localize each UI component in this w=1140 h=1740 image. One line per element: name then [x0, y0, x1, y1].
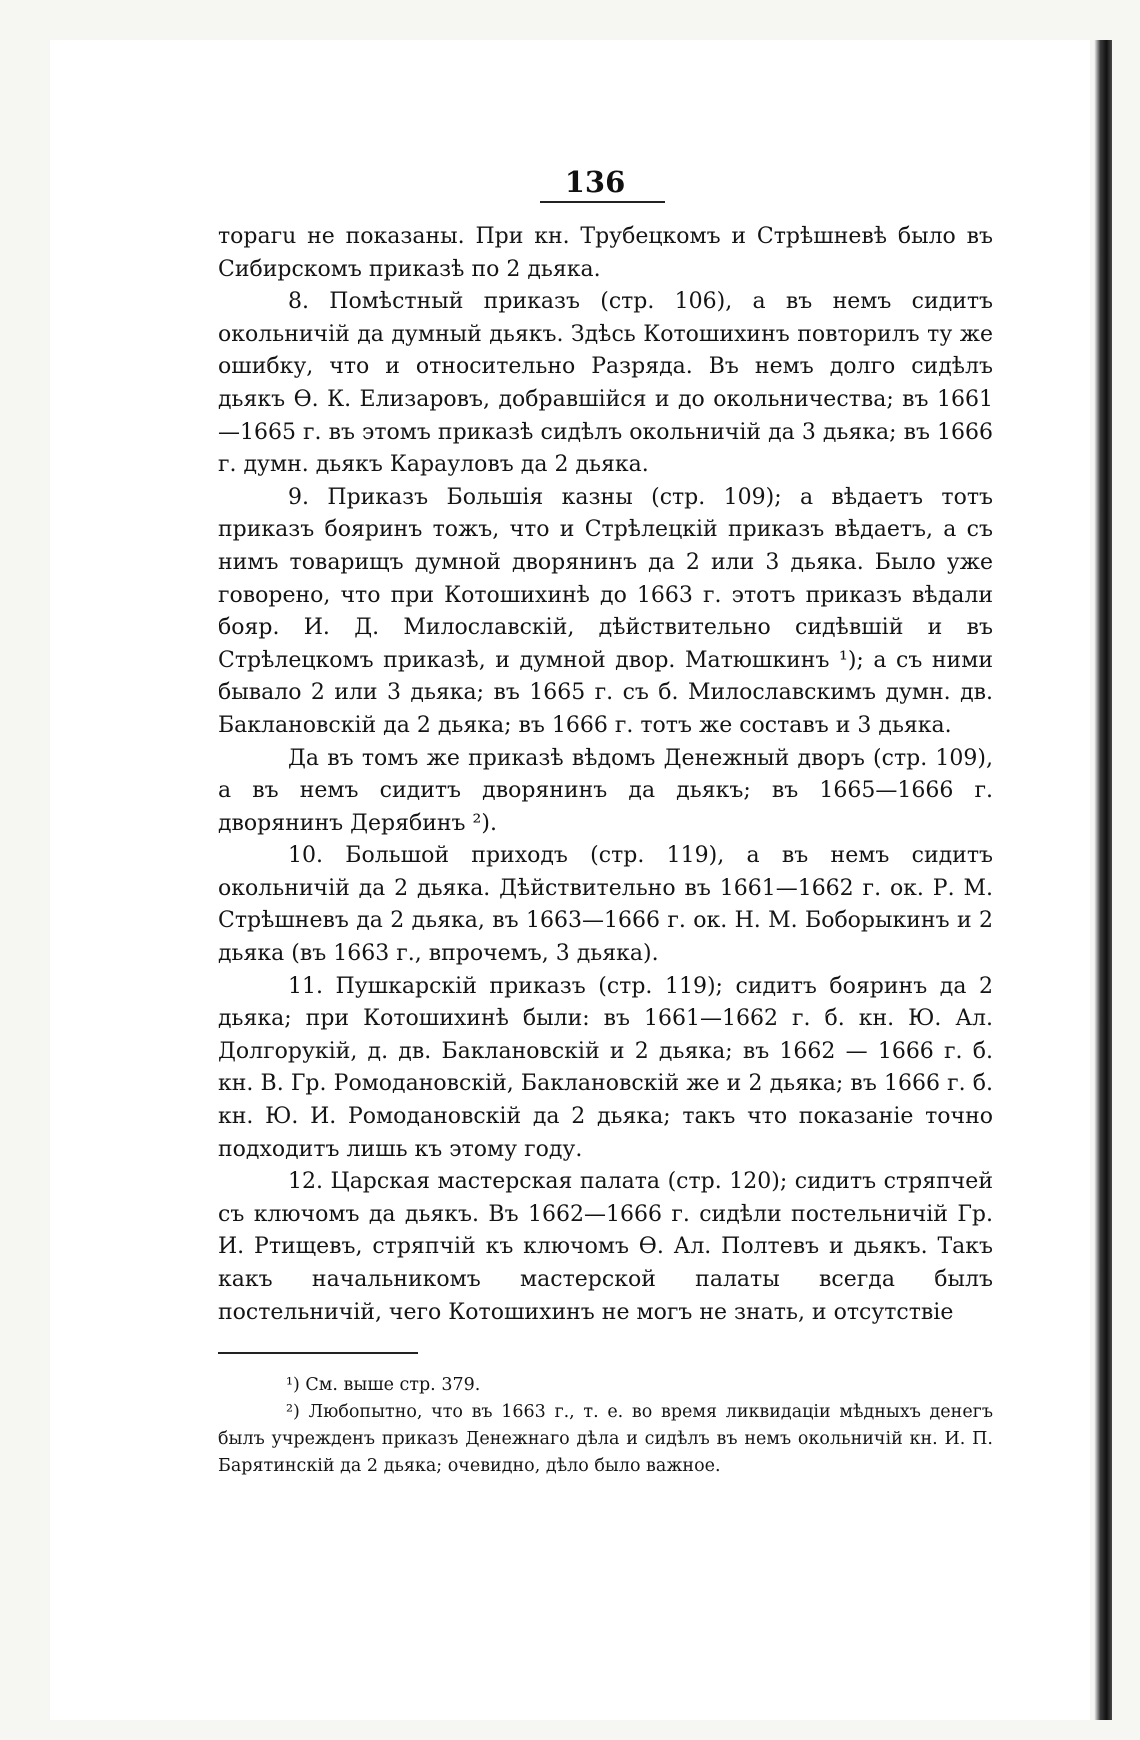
body-text — [218, 221, 993, 1329]
footnote-rule — [218, 1352, 418, 1354]
footnote-1: ¹) См. выше стр. 379. — [286, 1375, 481, 1395]
paragraph-item-8: 8. Помѣстный приказъ (стр. 106), а въ немъ сидитъ окольничій да думный дьякъ. Здѣсь Котошихинъ повторилъ ту же ошибку, что и относительно Разряда. Въ немъ долго сидѣлъ дьякъ Ѳ. К. Елизаровъ, добравшійся и до окольничества; въ 1661—1665 г. въ этомъ приказѣ сидѣлъ окольничій да 3 дьяка; въ 1666 г. думн. дьякъ Карауловъ да 2 дьяка. — [218, 289, 993, 478]
paragraph-item-10: 10. Большой приходъ (стр. 119), а въ немъ сидитъ окольничій да 2 дьяка. Дѣйствительно въ 1661—1662 г. ок. Р. М. Стрѣшневъ да 2 дьяка, въ 1663—1666 г. ок. Н. М. Боборыкинъ и 2 дьяка (въ 1663 г., впрочемъ, 3 дьяка). — [218, 843, 993, 967]
page-number-rule — [540, 201, 665, 203]
page-edge-shadow — [1094, 40, 1112, 1720]
paragraph-continuation: торагu не показаны. При кн. Трубецкомъ и Стрѣшневѣ было въ Сибирскомъ приказѣ по 2 дьяка. — [218, 224, 993, 282]
paragraph-denezhny-dvor: Да въ томъ же приказѣ вѣдомъ Денежный дворъ (стр. 109), а въ немъ сидитъ дворянинъ да дьякъ; въ 1665—1666 г. дворянинъ Дерябинъ ²). — [218, 745, 993, 836]
paragraph-item-11: 11. Пушкарскій приказъ (стр. 119); сидитъ бояринъ да 2 дьяка; при Котошихинѣ были: въ 1661—1662 г. б. кн. Ю. Ал. Долгорукій, д. дв. Баклановскій и 2 дьяка; въ 1662 — 1666 г. б. кн. В. Гр. Ромодановскій, Баклановскій же и 2 дьяка; въ 1666 г. б. кн. Ю. И. Ромодановскій да 2 дьяка; такъ что показаніе точно подходитъ лишь къ этому году. — [218, 973, 993, 1162]
paragraph-item-12: 12. Царская мастерская палата (стр. 120); сидитъ стряпчей съ ключомъ да дьякъ. Въ 1662—1666 г. сидѣли постельничій Гр. И. Ртищевъ, стряпчій къ ключомъ Ѳ. Ал. Полтевъ и дьякъ. Такъ какъ начальникомъ мастерской палаты всегда былъ постельничій, чего Котошихинъ не могъ не знать, и отсутствіе — [218, 1169, 993, 1325]
footnotes — [218, 1372, 993, 1480]
page-number: 136 — [564, 165, 626, 199]
paragraph-item-9: 9. Приказъ Большія казны (стр. 109); а вѣдаетъ тотъ приказъ бояринъ тожъ, что и Стрѣлецкій приказъ вѣдаетъ, а съ нимъ товарищъ думной дворянинъ да 2 или 3 дьяка. Было уже говорено, что при Котошихинѣ до 1663 г. этотъ приказъ вѣдали бояр. И. Д. Милославскій, дѣйствительно сидѣвшій и въ Стрѣлецкомъ приказѣ, и думной двор. Матюшкинъ ¹); а съ ними бывало 2 или 3 дьяка; въ 1665 г. съ б. Милославскимъ думн. дв. Баклановскій да 2 дьяка; въ 1666 г. тотъ же составъ и 3 дьяка. — [218, 484, 993, 738]
footnote-2: ²) Любопытно, что въ 1663 г., т. е. во время ликвидаціи мѣдныхъ денегъ былъ учрежденъ приказъ Денежнаго дѣла и сидѣлъ въ немъ окольничій кн. И. П. Барятинскій да 2 дьяка; очевидно, дѣло было важное. — [218, 1402, 993, 1476]
